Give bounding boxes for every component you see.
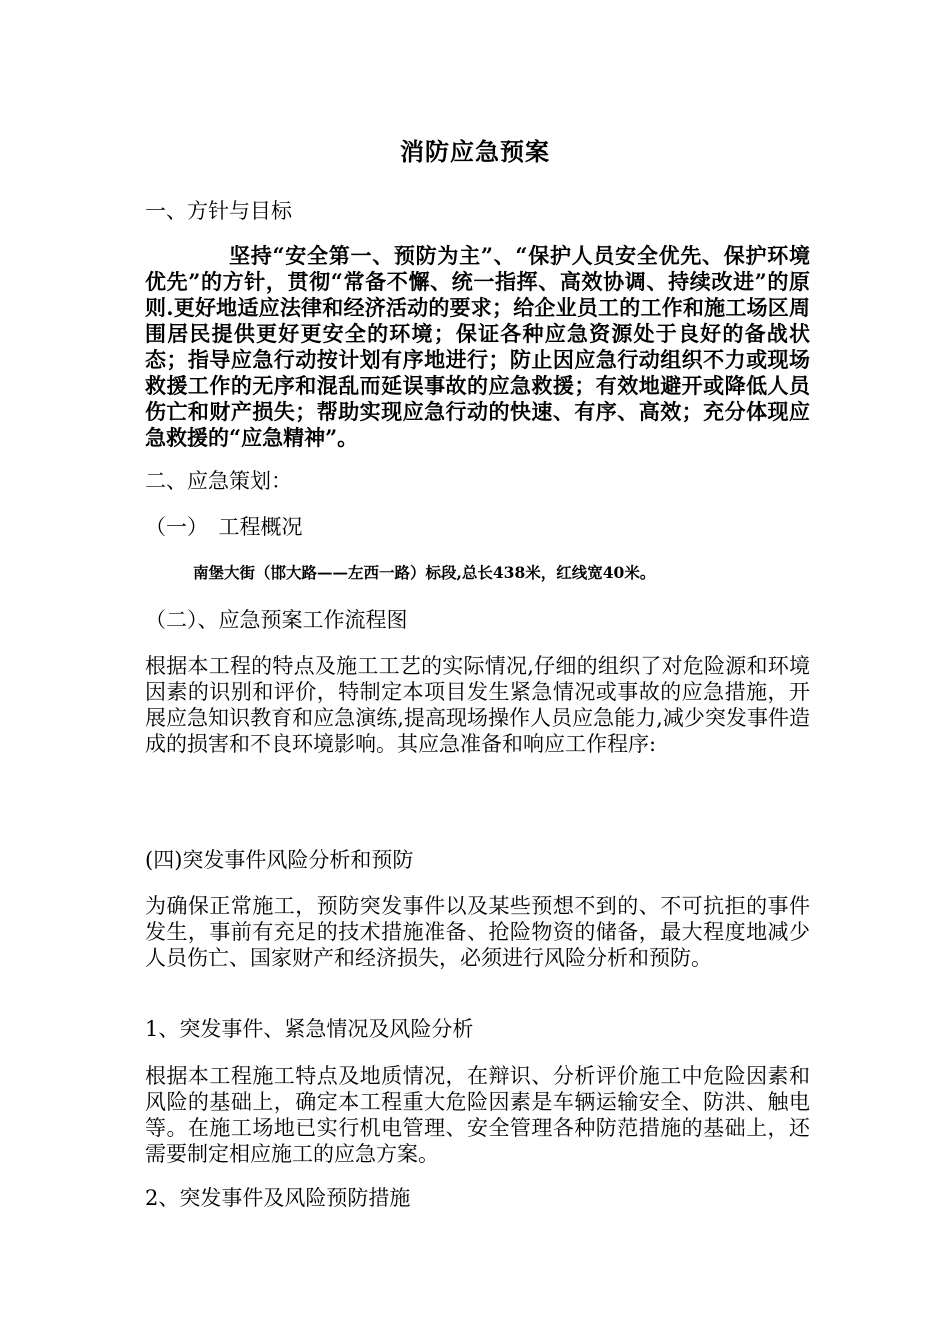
paragraph-risk-analysis: 根据本工程施工特点及地质情况，在辩识、分析评价施工中危险因素和风险的基础上，确定本工程重大危险因素是车辆运输安全、防洪、触电等。在施工场地已实行机电管理、安全管理各种防范措施的基础上，还需要制定相应施工的应急方案。 xyxy=(145,1064,810,1166)
paragraph-overview: 南堡大街（邯大路——左西一路）标段,总长438米，红线宽40米。 xyxy=(193,563,656,582)
paragraph-flowchart: 根据本工程的特点及施工工艺的实际情况,仔细的组织了对危险源和环境因素的识别和评价，特制定本项目发生紧急情况或事故的应急措施，开展应急知识教育和应急演练,提高现场操作人员应急能力,减少突发事件造成的损害和不良环境影响。其应急准备和响应工作程序: xyxy=(145,654,810,756)
paragraph-policy: 坚持“安全第一、预防为主”、“保护人员安全优先、保护环境优先”的方针，贯彻“常备不懈、统一指挥、高效协调、持续改进”的原则.更好地适应法律和经济活动的要求；给企业员工的工作和施工场区周围居民提供更好更安全的环境；保证各种应急资源处于良好的备战状态；指导应急行动按计划有序地进行；防止因应急行动组织不力或现场救援工作的无序和混乱而延误事故的应急救援；有效地避开或降低人员伤亡和财产损失；帮助实现应急行动的快速、有序、高效；充分体现应急救援的“应急精神”。 xyxy=(145,243,810,450)
subsection-heading-flowchart: （二）、应急预案工作流程图 xyxy=(145,608,408,632)
subsection-heading-overview: （一） 工程概况 xyxy=(145,515,303,539)
item-heading-risk-analysis: 1、突发事件、紧急情况及风险分析 xyxy=(145,1017,474,1041)
paragraph-risk: 为确保正常施工，预防突发事件以及某些预想不到的、不可抗拒的事件发生，事前有充足的技术措施准备、抢险物资的储备，最大程度地减少人员伤亡、国家财产和经济损失，必须进行风险分析和预防。 xyxy=(145,894,810,970)
section-heading-planning: 二、应急策划： xyxy=(145,469,292,493)
document-title: 消防应急预案 xyxy=(400,137,550,166)
subsection-heading-risk: (四)突发事件风险分析和预防 xyxy=(145,848,414,872)
section-heading-policy: 一、方针与目标 xyxy=(145,199,292,223)
item-heading-prevention: 2、突发事件及风险预防措施 xyxy=(145,1186,411,1210)
